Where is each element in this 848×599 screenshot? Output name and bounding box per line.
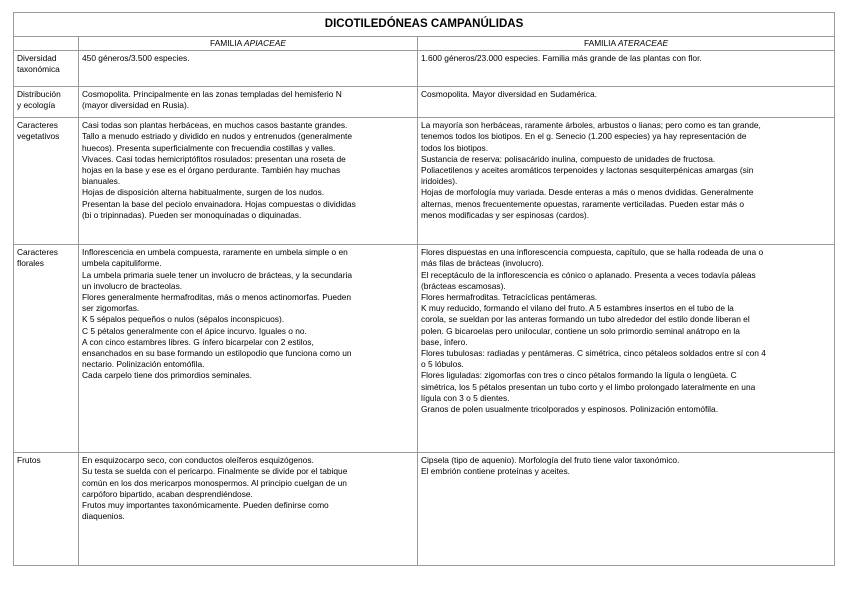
cell-line: base, ínfero. bbox=[421, 336, 468, 347]
cell-line: nectario. Polinización entomófila. bbox=[82, 359, 205, 370]
row-label-line: taxonómica bbox=[17, 64, 60, 75]
row-florales bbox=[14, 245, 835, 453]
cell-line: un involucro de bracteolas. bbox=[82, 280, 183, 291]
comparison-table bbox=[13, 12, 835, 566]
cell-line: o 5 lóbulos. bbox=[421, 359, 464, 370]
cell-line: diaquenios. bbox=[82, 511, 125, 522]
cell-line: Frutos muy importantes taxonómicamente. Pueden definirse como bbox=[82, 500, 329, 511]
cell-line: El receptáculo de la inflorescencia es cónico o aplanado. Presenta a veces todavía páleas bbox=[421, 269, 756, 280]
column-header-family-name: ATERACEAE bbox=[617, 38, 669, 48]
cell-line: Granos de polen usualmente tricolporados y espinosos. Polinización entomófila. bbox=[421, 404, 719, 415]
cell-line: todos los biotipos. bbox=[421, 142, 489, 153]
row-label-line: Diversidad bbox=[17, 53, 57, 64]
cell-line: carpóforo bipartido, acaban desprendiéndose. bbox=[82, 488, 253, 499]
cell-line: Flores hermafroditas. Tetracíclicas pentámeras. bbox=[421, 292, 598, 303]
apiaceae-cell bbox=[79, 87, 418, 118]
cell-line: Poliacetilenos y aceites aromáticos terpenoides y lactonas sesquiterpénicas amargas (sin bbox=[421, 165, 754, 176]
cell-line: Flores liguladas: zigomorfas con tres o cinco pétalos formando la lígula o lengüeta. C bbox=[421, 370, 737, 381]
row-frutos bbox=[14, 453, 835, 566]
cell-line: hojas en la base y ese es el órgano perdurante. También hay muchas bbox=[82, 165, 341, 176]
title-row bbox=[14, 13, 835, 37]
cell-line: A con cinco estambres libres. G ínfero bicarpelar con 2 estilos, bbox=[82, 336, 314, 347]
cell-line: Hojas de morfología muy variada. Desde enteras a más o menos dvididas. Generalmente bbox=[421, 187, 754, 198]
cell-line: huecos). Presenta superficialmente con frecuendia costillas y valles. bbox=[82, 142, 336, 153]
cell-line: 1.600 géneros/23.000 especies. Familia más grande de las plantas con flor. bbox=[421, 53, 702, 64]
row-label-line: vegetativos bbox=[17, 131, 60, 142]
cell-line: ensanchados en su base formando un estilopodio que funciona como un bbox=[82, 348, 352, 359]
cell-line: Casi todas son plantas herbáceas, en muchos casos bastante grandes. bbox=[82, 120, 348, 131]
cell-line: (mayor diversidad en Rusia). bbox=[82, 100, 190, 111]
row-label-line: y ecología bbox=[17, 100, 56, 111]
cell-line: común en los dos mericarpos monospermos. Al principio cuelgan de un bbox=[82, 477, 347, 488]
cell-line: iridoides). bbox=[421, 176, 458, 187]
row-label bbox=[14, 87, 79, 118]
cell-line: ser zigomorfas. bbox=[82, 303, 140, 314]
row-label-line: Caracteres bbox=[17, 120, 58, 131]
asteraceae-cell bbox=[418, 51, 835, 87]
cell-line: Presentan la base del peciolo envainadora. Hojas compuestas o divididas bbox=[82, 198, 356, 209]
column-header-apiaceae bbox=[79, 37, 418, 51]
column-header-label: FAMILIA bbox=[583, 38, 618, 48]
cell-line: Flores generalmente hermafroditas, más o menos actinomorfas. Pueden bbox=[82, 292, 352, 303]
column-header-label: FAMILIA bbox=[210, 38, 245, 48]
row-label bbox=[14, 453, 79, 566]
cell-line: Sustancia de reserva: polisacárido inulina, compuesto de unidades de fructosa. bbox=[421, 153, 716, 164]
cell-line: El embrión contiene proteínas y aceites. bbox=[421, 466, 570, 477]
cell-line: (bi o tripinnadas). Pueden ser monoquinadas o diquinadas. bbox=[82, 209, 302, 220]
row-distribucion bbox=[14, 87, 835, 118]
cell-line: 450 géneros/3.500 especies. bbox=[82, 53, 190, 64]
cell-line: Cipsela (tipo de aquenio). Morfología del fruto tiene valor taxonómico. bbox=[421, 455, 680, 466]
cell-line: Cosmopolita. Mayor diversidad en Sudamérica. bbox=[421, 89, 597, 100]
apiaceae-cell bbox=[79, 118, 418, 245]
row-label bbox=[14, 245, 79, 453]
cell-line: Inflorescencia en umbela compuesta, raramente en umbela simple o en bbox=[82, 247, 348, 258]
cell-line: En esquizocarpo seco, con conductos oleíferos esquizógenos. bbox=[82, 455, 314, 466]
cell-line: menos modificadas y ser espinosas (cardos). bbox=[421, 209, 590, 220]
cell-line: lígula con 3 o 5 dientes. bbox=[421, 392, 510, 403]
cell-line: Su testa se suelda con el pericarpo. Finalmente se divide por el tabique bbox=[82, 466, 348, 477]
asteraceae-cell bbox=[418, 87, 835, 118]
table-title: DICOTILEDÓNEAS CAMPANÚLIDAS bbox=[14, 13, 835, 37]
cell-line: polen. G bicaroelas pero unilocular, contiene un solo primordio seminal anátropo en la bbox=[421, 325, 740, 336]
apiaceae-cell bbox=[79, 245, 418, 453]
cell-line: La umbela primaria suele tener un involucro de brácteas, y la secundaria bbox=[82, 269, 353, 280]
column-header-asteraceae bbox=[418, 37, 835, 51]
asteraceae-cell bbox=[418, 118, 835, 245]
row-label-line: Distribución bbox=[17, 89, 61, 100]
row-label bbox=[14, 51, 79, 87]
cell-line: Cosmopolita. Principalmente en las zonas templadas del hemisferio N bbox=[82, 89, 342, 100]
cell-line: Tallo a menudo estriado y dividido en nudos y entrenudos (generalmente bbox=[82, 131, 353, 142]
cell-line: La mayoría son herbáceas, raramente árboles, arbustos o lianas; pero como es tan grande, bbox=[421, 120, 761, 131]
asteraceae-cell bbox=[418, 453, 835, 566]
row-label bbox=[14, 118, 79, 245]
cell-line: Cada carpelo tiene dos primordios seminales. bbox=[82, 370, 252, 381]
row-label-line: florales bbox=[17, 258, 44, 269]
column-header-family-name: APIACEAE bbox=[244, 38, 286, 48]
cell-line: corola, se sueldan por las anteras formando un tubo alrededor del estilo donde liberan el bbox=[421, 314, 750, 325]
row-vegetativos bbox=[14, 118, 835, 245]
cell-line: Flores dispuestas en una inflorescencia compuesta, capítulo, que se halla rodeada de una o bbox=[421, 247, 764, 258]
header-empty-cell bbox=[14, 37, 79, 51]
cell-line: (brácteas escamosas). bbox=[421, 280, 506, 291]
row-label-line: Caracteres bbox=[17, 247, 58, 258]
cell-line: más filas de brácteas (involucro). bbox=[421, 258, 544, 269]
cell-line: K 5 sépalos pequeños o nulos (sépalos inconspicuos). bbox=[82, 314, 285, 325]
cell-line: umbela capituliforme. bbox=[82, 258, 162, 269]
asteraceae-cell bbox=[418, 245, 835, 453]
cell-line: bianuales. bbox=[82, 176, 121, 187]
cell-line: tenemos todos los biotipos. En el g. Senecio (1.200 especies) ya hay representación de bbox=[421, 131, 747, 142]
apiaceae-cell bbox=[79, 453, 418, 566]
cell-line: Hojas de disposición alterna habitualmente, surgen de los nudos. bbox=[82, 187, 325, 198]
cell-line: Vivaces. Casi todas hemicriptófitos rosulados: presentan una roseta de bbox=[82, 153, 346, 164]
apiaceae-cell bbox=[79, 51, 418, 87]
cell-line: C 5 pétalos generalmente con el ápice incurvo. Iguales o no. bbox=[82, 325, 307, 336]
cell-line: Flores tubulosas: radiadas y pentámeras. C simétrica, cinco pétaleos soldados entre sí con 4 bbox=[421, 348, 766, 359]
cell-line: alternas, menos frecuentemente opuestas, raramente verticiladas. Pueden estar más o bbox=[421, 198, 745, 209]
cell-line: simétrica, los 5 pétalos presentan un tubo corto y el limbo prolongado lateralmente en una bbox=[421, 381, 756, 392]
header-row bbox=[14, 37, 835, 51]
cell-line: K muy reducido, formando el vilano del fruto. A 5 estambres insertos en el tubo de la bbox=[421, 303, 734, 314]
row-label-line: Frutos bbox=[17, 455, 41, 466]
row-diversidad bbox=[14, 51, 835, 87]
